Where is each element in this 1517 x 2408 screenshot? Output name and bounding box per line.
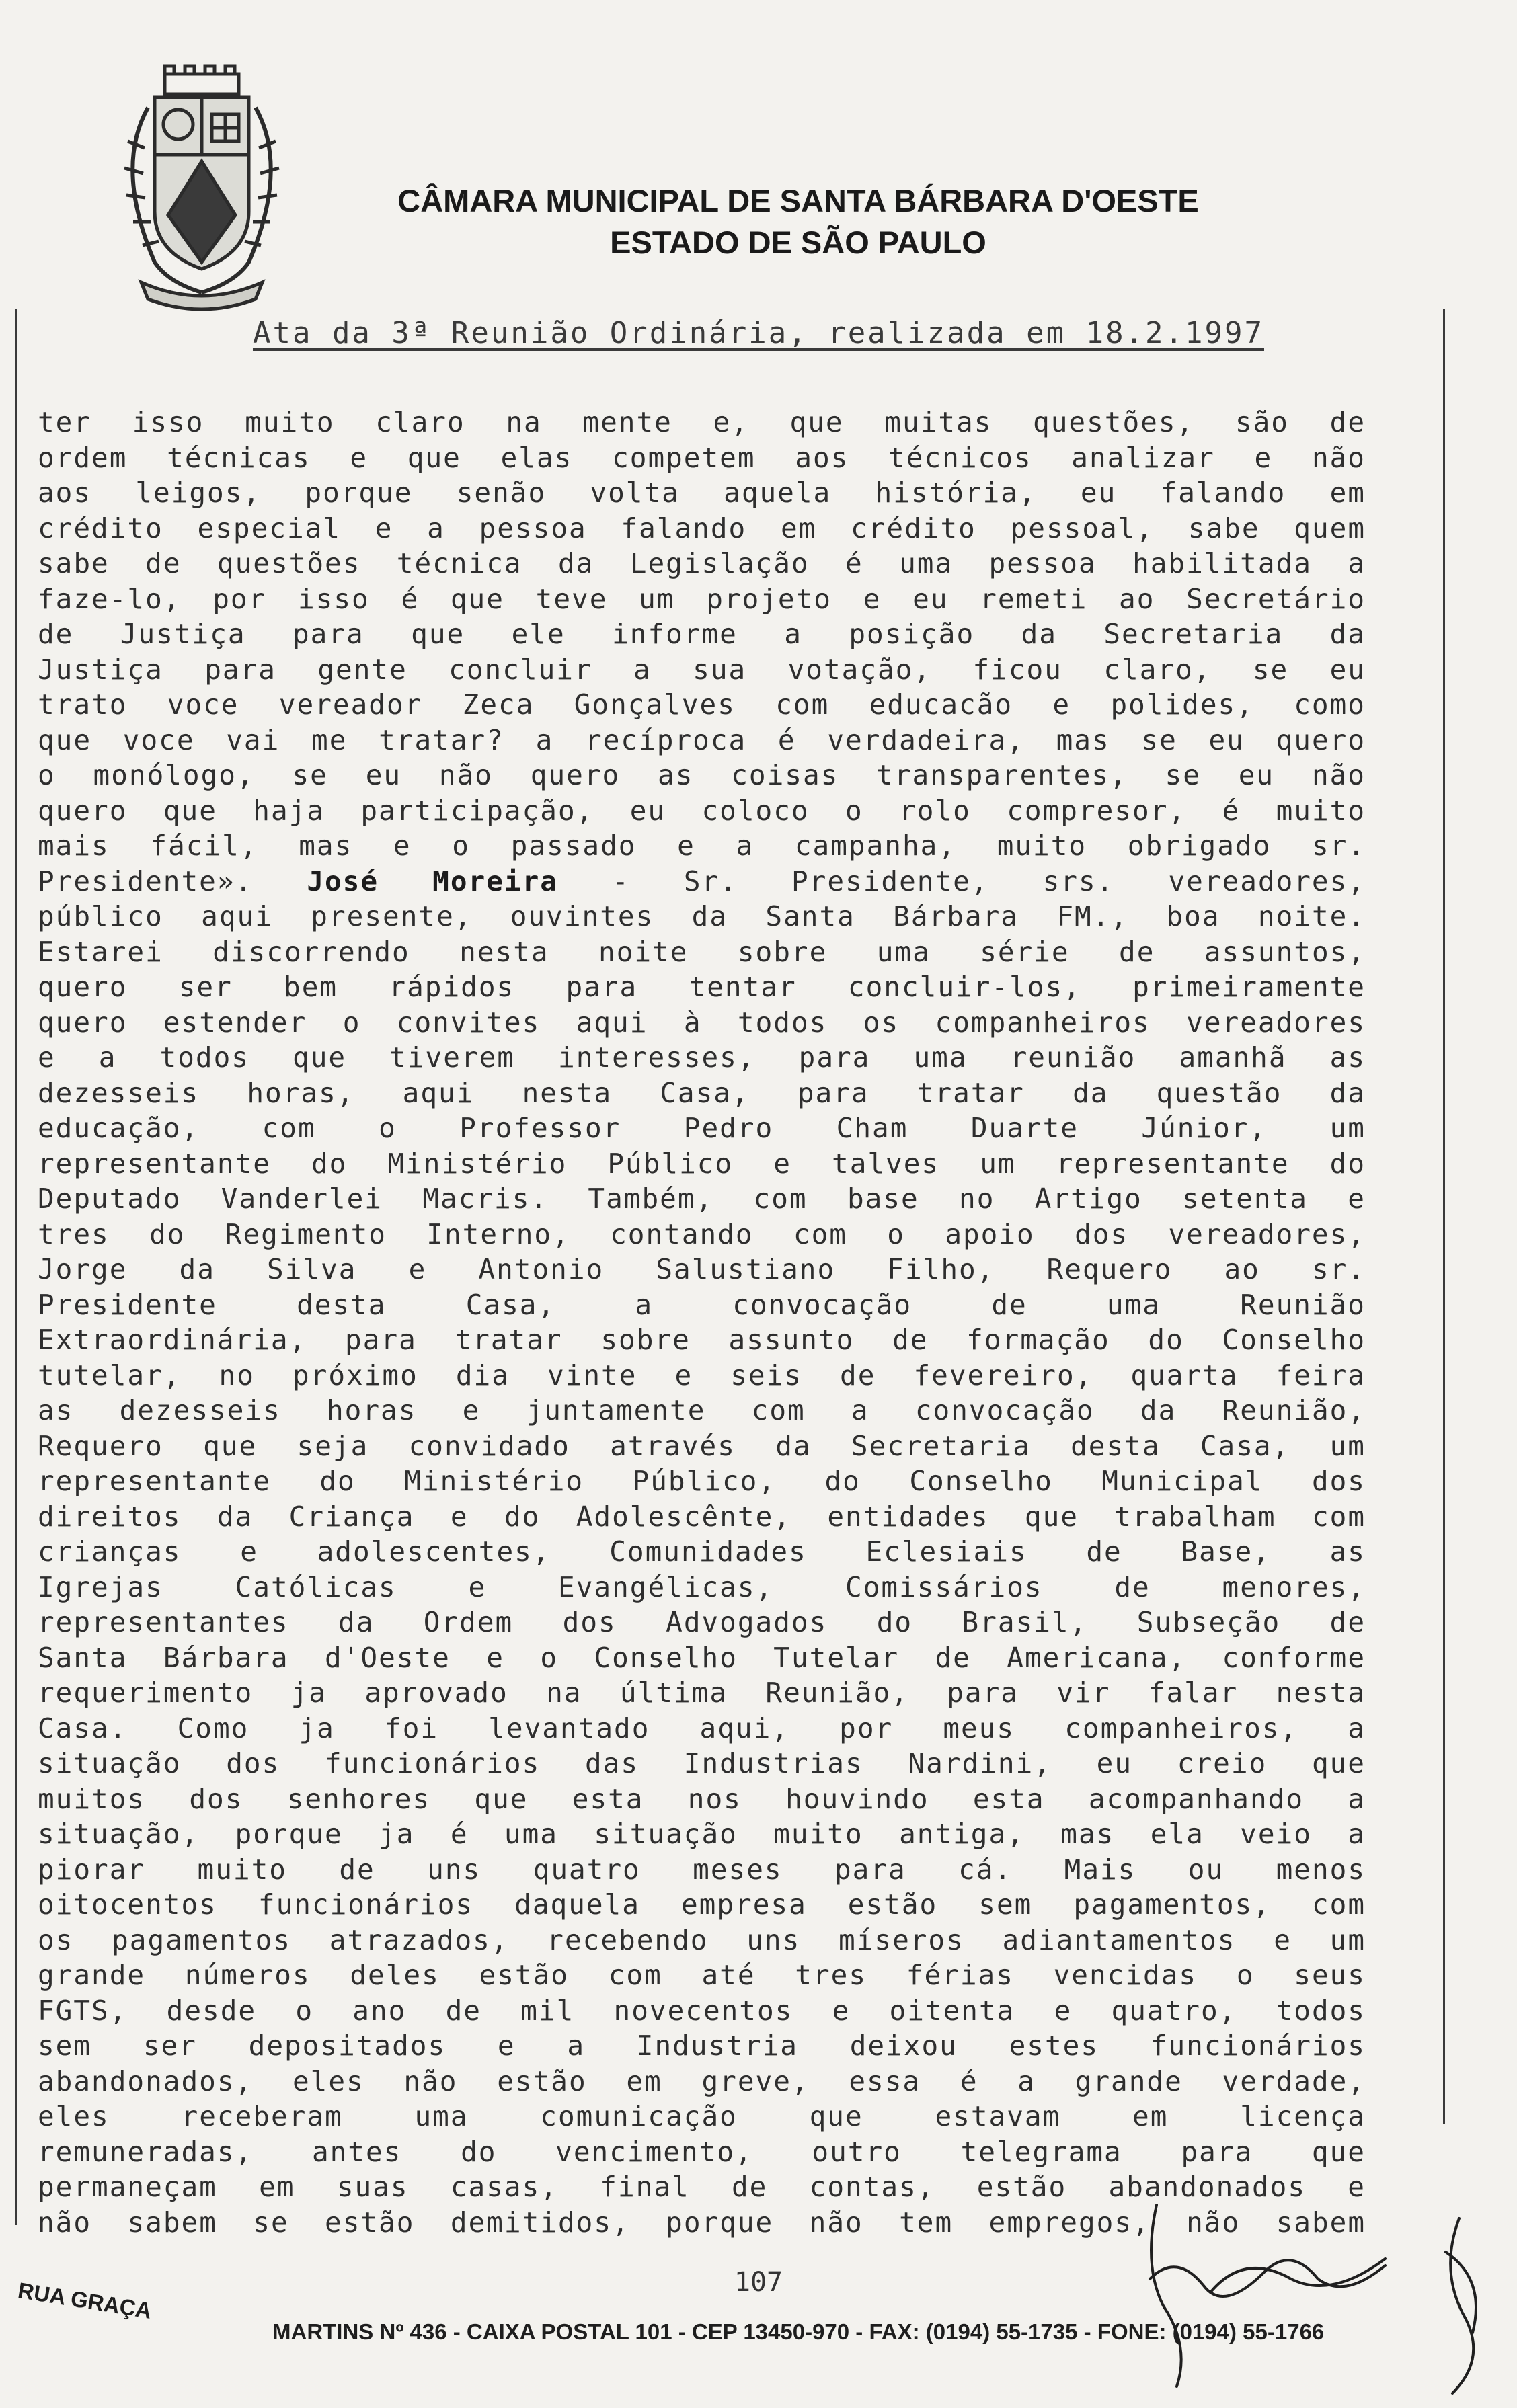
text-line-content: direitos da Criança e do Adolescênte, entidades que trabalham com (38, 1500, 1366, 1533)
text-line-content: representante do Ministério Público e talves um representante do (38, 1147, 1366, 1180)
text-line-content: dezesseis horas, aqui nesta Casa, para tratar da questão da (38, 1076, 1366, 1109)
text-line (38, 2064, 1366, 2099)
text-line (38, 1005, 1366, 1041)
text-line (38, 1040, 1366, 1076)
text-line-content: que voce vai me tratar? a recíproca é verdadeira, mas se eu quero (38, 723, 1366, 756)
text-line (38, 793, 1366, 829)
text-line-content: ter isso muito claro na mente e, que muitas questões, são de (38, 406, 1366, 438)
text-line (38, 1322, 1366, 1358)
text-line (38, 1534, 1366, 1570)
text-line-content: Presidente». (38, 865, 307, 897)
text-line-content: representantes da Ordem dos Advogados do Brasil, Subseção de (38, 1606, 1366, 1638)
text-line (38, 652, 1366, 688)
text-line-content: Santa Bárbara d'Oeste e o Conselho Tutelar de Americana, conforme (38, 1641, 1366, 1674)
text-line (38, 546, 1366, 581)
text-line (38, 1711, 1366, 1747)
text-line-content: sabe de questões técnica da Legislação é uma pessoa habilitada a (38, 547, 1366, 579)
text-line (38, 1393, 1366, 1429)
state-name: ESTADO DE SÃO PAULO (610, 225, 986, 260)
text-line (38, 475, 1366, 511)
text-line (38, 899, 1366, 934)
speaker-name: José Moreira (307, 865, 558, 897)
text-line-content: representante do Ministério Público, do Conselho Municipal dos (38, 1465, 1366, 1497)
text-line (38, 864, 1366, 899)
text-line-content: permaneçam em suas casas, final de contas, estão abandonados e (38, 2171, 1366, 2203)
text-line-continuation: - Sr. Presidente, srs. vereadores, (557, 865, 1366, 897)
text-line-content: eles receberam uma comunicação que estavam em licença (38, 2100, 1366, 2132)
left-margin-rule (15, 309, 17, 2225)
text-line (38, 723, 1366, 758)
text-line (38, 405, 1366, 440)
text-line (38, 1640, 1366, 1676)
text-line (38, 1146, 1366, 1182)
text-line-content: crédito especial e a pessoa falando em crédito pessoal, sabe quem (38, 512, 1366, 545)
text-line (38, 1923, 1366, 1958)
minutes-body (38, 405, 1366, 2240)
text-line-content: Igrejas Católicas e Evangélicas, Comissários de menores, (38, 1570, 1366, 1603)
text-line-content: muitos dos senhores que esta nos houvindo esta acompanhando a (38, 1782, 1366, 1815)
text-line-content: Extraordinária, para tratar sobre assunto de formação do Conselho (38, 1324, 1366, 1356)
text-line-content: abandonados, eles não estão em greve, essa é a grande verdade, (38, 2064, 1366, 2097)
text-line-content: mais fácil, mas e o passado e a campanha, muito obrigado sr. (38, 830, 1366, 862)
text-line-content: remuneradas, antes do vencimento, outro telegrama para que (38, 2135, 1366, 2168)
text-line-content: público aqui presente, ouvintes da Santa Bárbara FM., boa noite. (38, 900, 1366, 932)
text-line (38, 616, 1366, 652)
text-line (38, 758, 1366, 793)
text-line-content: os pagamentos atrazados, recebendo uns míseros adiantamentos e um (38, 1923, 1366, 1956)
text-line (38, 1852, 1366, 1888)
text-line (38, 1429, 1366, 1464)
text-line (38, 1111, 1366, 1146)
text-line (38, 1287, 1366, 1323)
text-line (38, 1217, 1366, 1252)
text-line-content: e a todos que tiverem interesses, para uma reunião amanhã as (38, 1041, 1366, 1074)
text-line (38, 1887, 1366, 1923)
text-line-content: piorar muito de uns quatro meses para cá. Mais ou menos (38, 1853, 1366, 1886)
text-line (38, 1358, 1366, 1394)
text-line-content: aos leigos, porque senão volta aquela história, eu falando em (38, 477, 1366, 509)
signature-icon (1130, 2178, 1506, 2400)
text-line-content: FGTS, desde o ano de mil novecentos e oitenta e quatro, todos (38, 1994, 1366, 2027)
page-number: 107 (734, 2267, 783, 2298)
text-line-content: situação, porque ja é uma situação muito antiga, mas ela veio a (38, 1818, 1366, 1850)
text-line-content: tres do Regimento Interno, contando com o apoio dos vereadores, (38, 1217, 1366, 1250)
text-line (38, 1076, 1366, 1111)
text-line (38, 828, 1366, 864)
text-line (38, 1746, 1366, 1781)
text-line-content: situação dos funcionários das Industrias Nardini, eu creio que (38, 1747, 1366, 1779)
text-line-content: não sabem se estão demitidos, porque não tem empregos, não sabem (38, 2206, 1366, 2239)
text-line (38, 1993, 1366, 2029)
text-line-content: Presidente desta Casa, a convocação de uma Reunião (38, 1288, 1366, 1321)
text-line-content: ordem técnicas e que elas competem aos técnicos analizar e não (38, 441, 1366, 474)
text-line-content: quero que haja participação, eu coloco o rolo compresor, é muito (38, 794, 1366, 827)
text-line-content: educação, com o Professor Pedro Cham Duarte Júnior, um (38, 1112, 1366, 1144)
text-line-content: quero ser bem rápidos para tentar concluir-los, primeiramente (38, 971, 1366, 1003)
text-line-content: Deputado Vanderlei Macris. Também, com base no Artigo setenta e (38, 1182, 1366, 1215)
text-line-content: crianças e adolescentes, Comunidades Eclesiais de Base, as (38, 1535, 1366, 1568)
text-line (38, 1181, 1366, 1217)
footer-contact: MARTINS Nº 436 - CAIXA POSTAL 101 - CEP 13450-970 - FAX: (0194) 55-1735 - FONE: (0194) 55-1766 (272, 2319, 1325, 2344)
right-margin-rule (1443, 309, 1445, 2124)
text-line-content: Requero que seja convidado através da Secretaria desta Casa, um (38, 1429, 1366, 1462)
text-line-content: faze-lo, por isso é que teve um projeto e eu remeti ao Secretário (38, 582, 1366, 615)
text-line-content: grande números deles estão com até tres férias vencidas o seus (38, 1959, 1366, 1991)
text-line-content: tutelar, no próximo dia vinte e seis de fevereiro, quarta feira (38, 1359, 1366, 1392)
text-line (38, 1675, 1366, 1711)
text-line (38, 1605, 1366, 1640)
institution-name: CÂMARA MUNICIPAL DE SANTA BÁRBARA D'OESTE (397, 183, 1199, 218)
text-line-content: Casa. Como ja foi levantado aqui, por meus companheiros, a (38, 1712, 1366, 1744)
text-line-content: trato voce vereador Zeca Gonçalves com educacão e polides, como (38, 688, 1366, 721)
text-line-content: as dezesseis horas e juntamente com a convocação da Reunião, (38, 1394, 1366, 1427)
text-line (38, 1781, 1366, 1817)
text-line-content: Jorge da Silva e Antonio Salustiano Filho, Requero ao sr. (38, 1253, 1366, 1285)
text-line (38, 969, 1366, 1005)
text-line (38, 1958, 1366, 1993)
text-line-content: Estarei discorrendo nesta noite sobre uma série de assuntos, (38, 935, 1366, 968)
minutes-title: Ata da 3ª Reunião Ordinária, realizada em 18.2.1997 (252, 316, 1264, 350)
text-line-content: quero estender o convites aqui à todos os companheiros vereadores (38, 1006, 1366, 1039)
text-line (38, 440, 1366, 476)
text-line (38, 2099, 1366, 2134)
text-line-content: oitocentos funcionários daquela empresa estão sem pagamentos, com (38, 1888, 1366, 1921)
text-line-content: requerimento ja aprovado na última Reunião, para vir falar nesta (38, 1677, 1366, 1709)
text-line (38, 1499, 1366, 1535)
footer-street: RUA GRAÇA (16, 2278, 153, 2323)
text-line (38, 1463, 1366, 1499)
text-line-content: sem ser depositados e a Industria deixou estes funcionários (38, 2030, 1366, 2062)
text-line (38, 2134, 1366, 2170)
text-line (38, 687, 1366, 723)
text-line-content: o monólogo, se eu não quero as coisas transparentes, se eu não (38, 759, 1366, 791)
text-line (38, 2028, 1366, 2064)
text-line (38, 581, 1366, 617)
text-line-content: de Justiça para que ele informe a posição da Secretaria da (38, 618, 1366, 650)
letterhead (0, 180, 1517, 264)
text-line (38, 511, 1366, 547)
text-line (38, 1816, 1366, 1852)
text-line (38, 1252, 1366, 1287)
text-line (38, 1570, 1366, 1605)
text-line-content: Justiça para gente concluir a sua votação, ficou claro, se eu (38, 653, 1366, 686)
text-line (38, 934, 1366, 970)
